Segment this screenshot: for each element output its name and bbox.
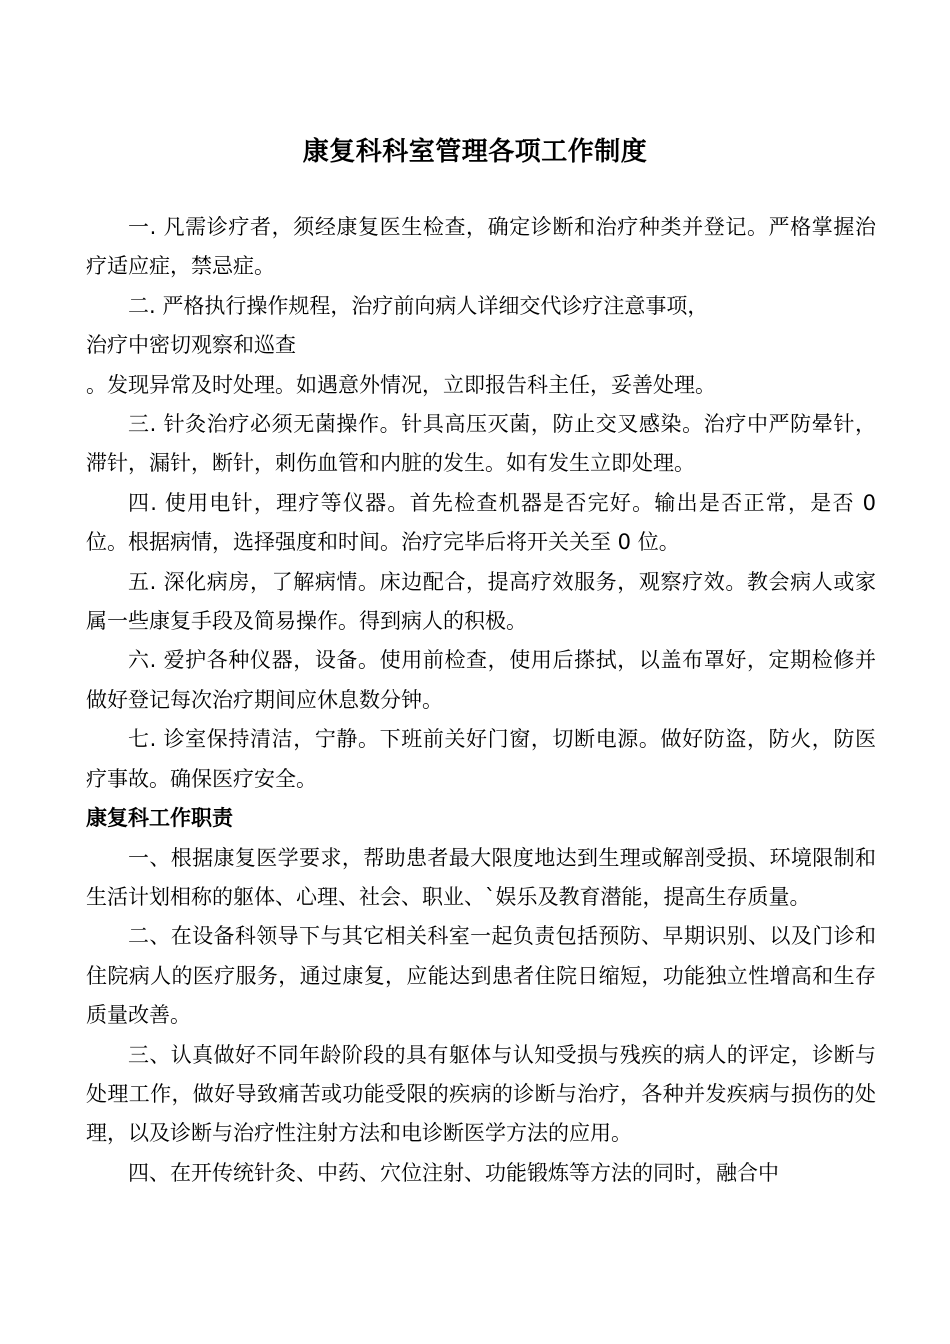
regulation-item-2-line-2: 治疗中密切观察和巡查 xyxy=(86,333,296,358)
regulation-item-4: 四. 使用电针，理疗等仪器。首先检查机器是否完好。输出是否正常，是否 0 位。根据病情，选择强度和时间。治疗完毕后将开关关至 0 位。 xyxy=(86,490,876,555)
regulation-item-6: 六. 爱护各种仪器，设备。使用前检查，使用后搽拭，以盖布罩好，定期检修并做好登记每次治疗期间应休息数分钟。 xyxy=(86,648,876,712)
regulation-item-3: 三. 针灸治疗必须无菌操作。针具高压灭菌，防止交叉感染。治疗中严防晕针，滞针，漏针，断针，刺伤血管和内脏的发生。如有发生立即处理。 xyxy=(86,412,876,476)
duty-item-3: 三、认真做好不同年龄阶段的具有躯体与认知受损与残疾的病人的评定，诊断与处理工作，做好导致痛苦或功能受限的疾病的诊断与治疗，各种并发疾病与损伤的处理，以及诊断与治疗性注射方法和电诊断医学方法的应用。 xyxy=(86,1042,876,1146)
duty-item-1: 一、根据康复医学要求，帮助患者最大限度地达到生理或解剖受损、环境限制和生活计划相称的躯体、心理、社会、职业、`娱乐及教育潜能，提高生存质量。 xyxy=(86,845,876,909)
regulation-item-2: 二. 严格执行操作规程，治疗前向病人详细交代诊疗注意事项， xyxy=(128,293,709,318)
duty-item-4: 四、在开传统针灸、中药、穴位注射、功能锻炼等方法的同时，融合中 xyxy=(128,1160,779,1185)
duties-heading: 康复科工作职责 xyxy=(86,806,233,831)
regulation-item-2-line-3: 。发现异常及时处理。如遇意外情况，立即报告科主任，妥善处理。 xyxy=(86,372,716,397)
document-title: 康复科科室管理各项工作制度 xyxy=(302,137,648,167)
regulation-item-5: 五. 深化病房，了解病情。床边配合，提高疗效服务，观察疗效。教会病人或家属一些康复手段及简易操作。得到病人的积极。 xyxy=(86,569,876,634)
duty-item-2: 二、在设备科领导下与其它相关科室一起负责包括预防、早期识别、以及门诊和住院病人的医疗服务，通过康复，应能达到患者住院日缩短，功能独立性增高和生存质量改善。 xyxy=(86,924,876,1028)
regulation-item-7: 七. 诊室保持清洁，宁静。下班前关好门窗，切断电源。做好防盗，防火，防医疗事故。确保医疗安全。 xyxy=(86,727,876,791)
document-body xyxy=(86,208,876,1193)
regulation-item-1: 一. 凡需诊疗者，须经康复医生检查，确定诊断和治疗种类并登记。严格掌握治疗适应症，禁忌症。 xyxy=(86,215,876,279)
